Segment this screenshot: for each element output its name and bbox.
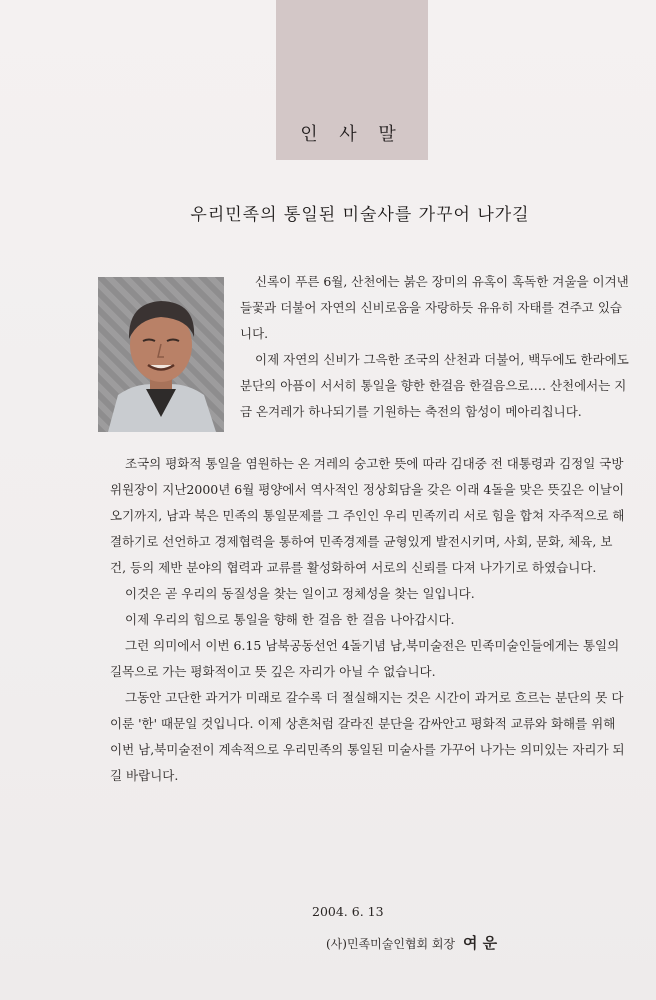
portrait-photo	[98, 277, 224, 432]
subtitle: 우리민족의 통일된 미술사를 가꾸어 나가길	[190, 205, 530, 225]
signer-name: 여 운	[462, 934, 498, 952]
portrait-icon	[98, 277, 224, 432]
signer-title: (사)민족미술인협회 회장	[326, 937, 456, 951]
body-paragraph: 그런 의미에서 이번 6.15 남북공동선언 4돌기념 남,북미술전은 민족미술인들에게는 통일의 길목으로 가는 평화적이고 뜻 깊은 자리가 아닐 수 없습니다.	[110, 638, 620, 679]
body-paragraph: 이것은 곧 우리의 동질성을 찾는 일이고 정체성을 찾는 일입니다.	[125, 586, 475, 601]
intro-text-block	[240, 269, 630, 425]
intro-paragraph: 신록이 푸른 6월, 산천에는 붉은 장미의 유혹이 혹독한 겨울을 이겨낸 들꽃과 더불어 자연의 신비로움을 자랑하듯 유유히 자태를 견주고 있습니다.	[240, 274, 629, 341]
intro-paragraph: 이제 자연의 신비가 그윽한 조국의 산천과 더불어, 백두에도 한라에도 분단의 아픔이 서서히 통일을 향한 한걸음 한걸음으로…. 산천에서는 지금 온겨레가 하나되기를 기원하는 축전의 함성이 메아리칩니다.	[240, 352, 629, 419]
body-text-block	[110, 451, 628, 789]
letter-date: 2004. 6. 13	[312, 904, 384, 919]
page-title: 인 사 말	[300, 124, 404, 145]
title-tab	[276, 0, 428, 160]
signature-line	[326, 932, 497, 953]
body-paragraph: 그동안 고단한 과거가 미래로 갈수록 더 절실해지는 것은 시간이 과거로 흐르는 분단의 못 다 이룬 '한' 때문일 것입니다. 이제 상흔처럼 갈라진 분단을 감싸안고 평화적 교류와 화해를 위해 이번 남,북미술전이 계속적으로 우리민족의 통일된 미술사를 가꾸어 나가는 의미있는 자리가 되길 바랍니다.	[110, 690, 625, 783]
body-paragraph: 조국의 평화적 통일을 염원하는 온 겨레의 숭고한 뜻에 따라 김대중 전 대통령과 김정일 국방위원장이 지난2000년 6월 평양에서 역사적인 정상회담을 갖은 이래 4돌을 맞은 뜻깊은 이날이 오기까지, 남과 북은 민족의 통일문제를 그 주인인 우리 민족끼리 서로 힘을 합쳐 자주적으로 해결하기로 선언하고 경제협력을 통하여 민족경제를 균형있게 발전시키며, 사회, 문화, 체육, 보건, 등의 제반 분야의 협력과 교류를 활성화하여 서로의 신뢰를 다져 나가기로 하였습니다.	[110, 456, 625, 575]
body-paragraph: 이제 우리의 힘으로 통일을 향해 한 걸음 한 걸음 나아갑시다.	[125, 612, 455, 627]
